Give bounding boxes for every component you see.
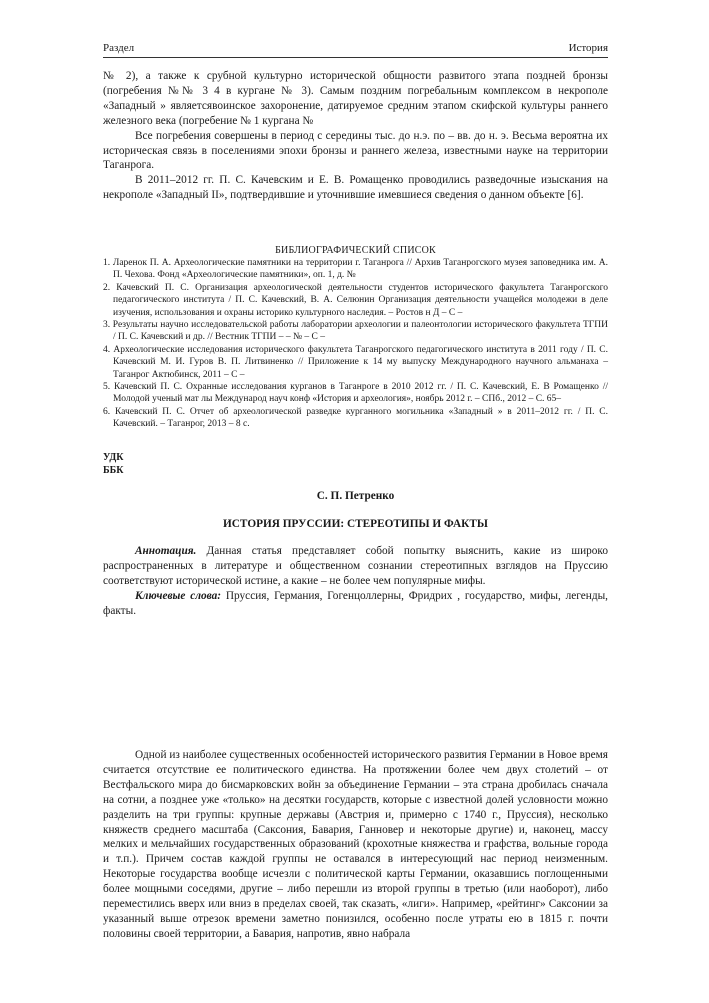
keywords-paragraph <box>103 589 608 619</box>
header-divider <box>103 57 608 58</box>
udc-label: УДК <box>103 452 124 463</box>
article-author: С. П. Петренко <box>316 490 395 502</box>
intro-paragraph: Все погребения совершены в период с середины тыс. до н.э. по – вв. до н. э. Весьма вероятна их историческая связь в поселениями эпохи бронзы и раннего железа, известными науке на территории Таганрога. <box>103 129 608 172</box>
intro-paragraph: В 2011–2012 гг. П. С. Качевским и Е. В. Ромащенко проводились разведочные изыскания на некрополе «Западный II», подтвердившие и уточнившие имевшиеся сведения о данном объекте [6]. <box>103 174 608 202</box>
bibliography <box>103 244 608 431</box>
intro-paragraph: № 2), а также к срубной культурно исторической общности развитого этапа поздней бронзы (погребения №№ 3 4 в кургане № 3). Самым поздним погребальным комплексом в некрополе «Западный » являетсявоинское захоронение, датируемое средним этапом скифской культуры раннего железного века (погребение № 1 кургана № <box>103 70 608 127</box>
classification-codes <box>103 451 608 477</box>
keywords-text: Пруссия, Германия, Гогенцоллерны, Фридрих , государство, мифы, легенды, факты. <box>103 589 608 617</box>
bibliography-item: 2. Качевский П. С. Организация археологической деятельности студентов исторического факультета Таганрогского педагогического института / П. С. Качевский, В. А. Селюнин Организация деятельности учащейся молодежи в деле изучения, использования и охраны историко культурного наследия. – Ростов н Д – С – <box>103 282 608 318</box>
abstract-label: Аннотация. <box>135 545 197 557</box>
bibliography-title: БИБЛИОГРАФИЧЕСКИЙ СПИСОК <box>275 245 436 256</box>
bibliography-item: 5. Качевский П. С. Охранные исследования курганов в Таганроге в 2010 2012 гг. / П. С. Качевский, Е. В Ромащенко // Молодой ученый мат лы Международ науч конф «История и археология», ноябрь 2012 г. – СПб., 2012 – С. 65– <box>103 382 608 405</box>
intro-section <box>103 69 608 203</box>
bibliography-item: 1. Ларенок П. А. Археологические памятники на территории г. Таганрога // Архив Таганрогского музея заповедника им. А. П. Чехова. Фонд «Археологические памятники», оп. 1, д. № <box>103 258 608 281</box>
article-author-block <box>103 489 608 504</box>
article-body <box>103 748 608 942</box>
article-title-block <box>103 517 608 532</box>
header-discipline-label: История <box>568 42 608 54</box>
abstract-section <box>103 544 608 619</box>
bibliography-item: 6. Качевский П. С. Отчет об археологической разведке курганного могильника «Западный » в 2011–2012 гг. / П. С. Качевский. – Таганрог, 2013 – 8 с. <box>103 406 608 430</box>
article-title: ИСТОРИЯ ПРУССИИ: СТЕРЕОТИПЫ И ФАКТЫ <box>222 518 489 530</box>
abstract-paragraph <box>103 544 608 589</box>
keywords-label: Ключевые слова: <box>135 589 222 602</box>
body-paragraph: Одной из наиболее существенных особенностей исторического развития Германии в Новое время считается отсутствие ее политического единства. На протяжении более чем двух столетий – от Вестфальского мира до бисмарковских войн за объединение Германии – эта страна дробилась сначала на сотни, а позднее уже «только» на десятки государств, которые с известной долей условности можно разделить на три группы: крупные державы (Австрия и, примерно с 1740 г., Пруссия), несколько княжеств среднего масштаба (Саксония, Бавария, Ганновер и некоторые другие) и, наконец, массу мелких и мельчайших государственных образований (крохотные княжества и графства, вольные города и т.п.). Причем состав каждой группы не оставался в интересующий нас период неизменным. Некоторые государства вообще исчезли с политической карты Германии, оказавшись поглощенными более мощными соседями, другие – либо перешли из второй группы в третью (или наоборот), либо переместились вверх или вниз в пределах своей, так сказать, «лиги». Например, «рейтинг» Саксонии за указанный выше отрезок времени заметно понизился, особенно после утраты ею в 1815 г. почти половины своей территории, а Бавария, напротив, явно набрала <box>103 749 608 940</box>
bibliography-item: 3. Результаты научно исследовательской работы лаборатории археологии и палеонтологии исторического факультета ТГПИ / П. С. Качевский и др. // Вестник ТГПИ – – № – С – <box>103 320 608 343</box>
header-section-label: Раздел <box>103 42 135 54</box>
abstract-text: Данная статья представляет собой попытку выяснить, какие из широко распространенных в литературе и общественном сознании стереотипных взглядов на Пруссию соответствуют исторической истине, а какие – не более чем популярные мифы. <box>103 545 608 587</box>
running-header <box>103 42 608 55</box>
bibliography-item: 4. Археологические исследования исторического факультета Таганрогского педагогического института в 2011 году / П. С. Качевский М. И. Гуров В. П. Литвиненко // Приложение к 14 му выпуску Международного научного альманаха – Таганрог Актюбинск, 2011 – С – <box>103 344 608 380</box>
bbk-label: ББК <box>103 465 124 476</box>
